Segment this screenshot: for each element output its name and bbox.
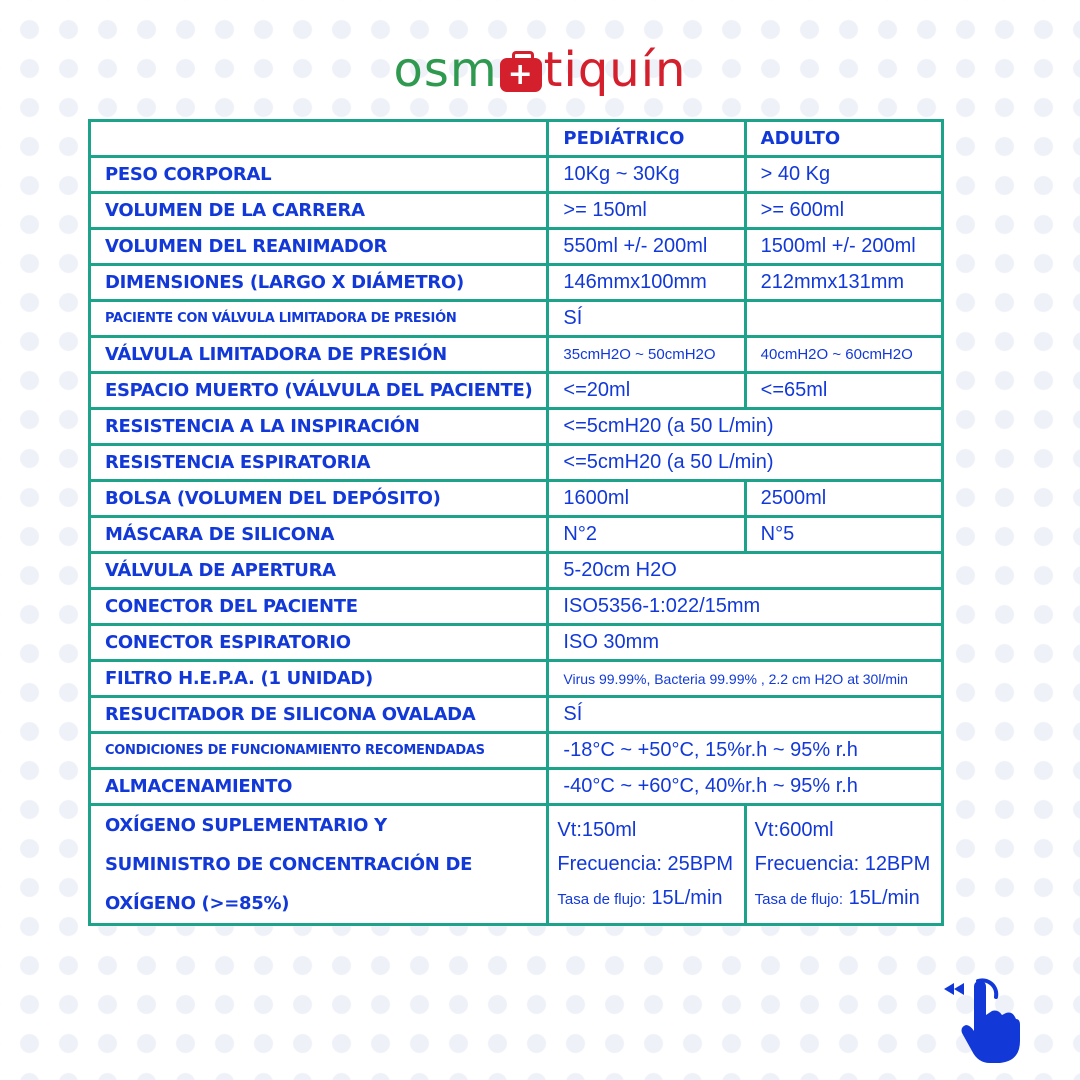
row-value-adult: 40cmH2O ~ 60cmH2O — [745, 337, 942, 373]
oxygen-vt: Vt:600ml — [754, 818, 834, 841]
table-row — [90, 589, 943, 625]
row-value-shared: Virus 99.99%, Bacteria 99.99% , 2.2 cm H2O at 30l/min — [548, 661, 943, 697]
oxygen-value-adult — [745, 805, 942, 925]
row-label: ESPACIO MUERTO (VÁLVULA DEL PACIENTE) — [90, 373, 548, 409]
row-label: PESO CORPORAL — [90, 157, 548, 193]
header-row — [90, 121, 943, 157]
row-label: ALMACENAMIENTO — [90, 769, 548, 805]
row-value-shared: -40°C ~ +60°C, 40%r.h ~ 95% r.h — [548, 769, 943, 805]
row-value-adult: N°5 — [745, 517, 942, 553]
row-value-pediatric: 146mmx100mm — [548, 265, 745, 301]
row-value-shared: 5-20cm H2O — [548, 553, 943, 589]
row-label: RESUCITADOR DE SILICONA OVALADA — [90, 697, 548, 733]
row-value-adult: 2500ml — [745, 481, 942, 517]
row-value-shared: -18°C ~ +50°C, 15%r.h ~ 95% r.h — [548, 733, 943, 769]
kit-cross: + — [507, 57, 534, 92]
row-value-pediatric: 10Kg ~ 30Kg — [548, 157, 745, 193]
row-value-adult: 212mmx131mm — [745, 265, 942, 301]
row-label: MÁSCARA DE SILICONA — [90, 517, 548, 553]
row-label: RESISTENCIA ESPIRATORIA — [90, 445, 548, 481]
row-value-shared: <=5cmH20 (a 50 L/min) — [548, 409, 943, 445]
row-value-pediatric: <=20ml — [548, 373, 745, 409]
oxygen-value-pediatric — [548, 805, 745, 925]
row-value-shared: SÍ — [548, 697, 943, 733]
row-value-pediatric: 550ml +/- 200ml — [548, 229, 745, 265]
oxygen-frequency: Frecuencia: 25BPM — [557, 852, 734, 875]
logo-text-start: osm — [393, 42, 498, 98]
table-row — [90, 229, 943, 265]
table-row — [90, 265, 943, 301]
oxygen-flow-value: 15L/min — [848, 886, 920, 909]
first-aid-kit-icon — [500, 58, 542, 92]
oxygen-flow-label: Tasa de flujo: — [557, 890, 646, 908]
oxygen-frequency: Frecuencia: 12BPM — [754, 852, 931, 875]
table-row — [90, 193, 943, 229]
row-label: RESISTENCIA A LA INSPIRACIÓN — [90, 409, 548, 445]
row-label: BOLSA (VOLUMEN DEL DEPÓSITO) — [90, 481, 548, 517]
header-pediatric: PEDIÁTRICO — [548, 121, 745, 157]
table-row — [90, 301, 943, 337]
table-row — [90, 661, 943, 697]
row-value-adult — [745, 301, 942, 337]
table-row — [90, 733, 943, 769]
row-label: CONECTOR DEL PACIENTE — [90, 589, 548, 625]
oxygen-vt: Vt:150ml — [557, 818, 637, 841]
table-row — [90, 769, 943, 805]
row-label: VOLUMEN DE LA CARRERA — [90, 193, 548, 229]
oxygen-flow — [755, 881, 933, 917]
row-value-pediatric: SÍ — [548, 301, 745, 337]
header-empty-cell — [90, 121, 548, 157]
row-label: FILTRO H.E.P.A. (1 UNIDAD) — [90, 661, 548, 697]
logo-text-end: tiquín — [543, 42, 687, 98]
row-value-pediatric: 35cmH2O ~ 50cmH2O — [548, 337, 745, 373]
oxygen-label-line: OXÍGENO SUPLEMENTARIO Y — [105, 815, 387, 836]
oxygen-flow-value: 15L/min — [651, 886, 723, 909]
table-row — [90, 373, 943, 409]
row-value-pediatric: 1600ml — [548, 481, 745, 517]
oxygen-label — [90, 805, 548, 925]
row-label: VÁLVULA LIMITADORA DE PRESIÓN — [90, 337, 548, 373]
table-row — [90, 481, 943, 517]
table-row — [90, 409, 943, 445]
row-label: CONECTOR ESPIRATORIO — [90, 625, 548, 661]
swipe-hand-icon — [940, 975, 1022, 1065]
brand-logo — [0, 40, 1080, 100]
table-row — [90, 553, 943, 589]
row-label: CONDICIONES DE FUNCIONAMIENTO RECOMENDADAS — [90, 733, 548, 769]
row-value-shared: ISO 30mm — [548, 625, 943, 661]
row-value-shared: ISO5356-1:022/15mm — [548, 589, 943, 625]
header-adult: ADULTO — [745, 121, 942, 157]
row-label: VÁLVULA DE APERTURA — [90, 553, 548, 589]
oxygen-label-line: OXÍGENO (>=85%) — [105, 893, 290, 914]
oxygen-row — [90, 805, 943, 925]
oxygen-flow-label: Tasa de flujo: — [754, 890, 844, 908]
row-value-adult: 1500ml +/- 200ml — [745, 229, 942, 265]
table-row — [90, 157, 943, 193]
oxygen-flow — [557, 881, 735, 917]
row-label: DIMENSIONES (LARGO X DIÁMETRO) — [90, 265, 548, 301]
spec-table — [88, 119, 944, 926]
row-value-pediatric: N°2 — [548, 517, 745, 553]
row-value-adult: > 40 Kg — [745, 157, 942, 193]
table-row — [90, 625, 943, 661]
row-label: PACIENTE CON VÁLVULA LIMITADORA DE PRESIÓN — [90, 301, 548, 337]
row-value-adult: >= 600ml — [745, 193, 942, 229]
table-row — [90, 697, 943, 733]
table-row — [90, 445, 943, 481]
row-value-pediatric: >= 150ml — [548, 193, 745, 229]
table-row — [90, 337, 943, 373]
row-value-shared: <=5cmH20 (a 50 L/min) — [548, 445, 943, 481]
oxygen-label-line: SUMINISTRO DE CONCENTRACIÓN DE — [105, 854, 473, 875]
row-value-adult: <=65ml — [745, 373, 942, 409]
row-label: VOLUMEN DEL REANIMADOR — [90, 229, 548, 265]
table-row — [90, 517, 943, 553]
